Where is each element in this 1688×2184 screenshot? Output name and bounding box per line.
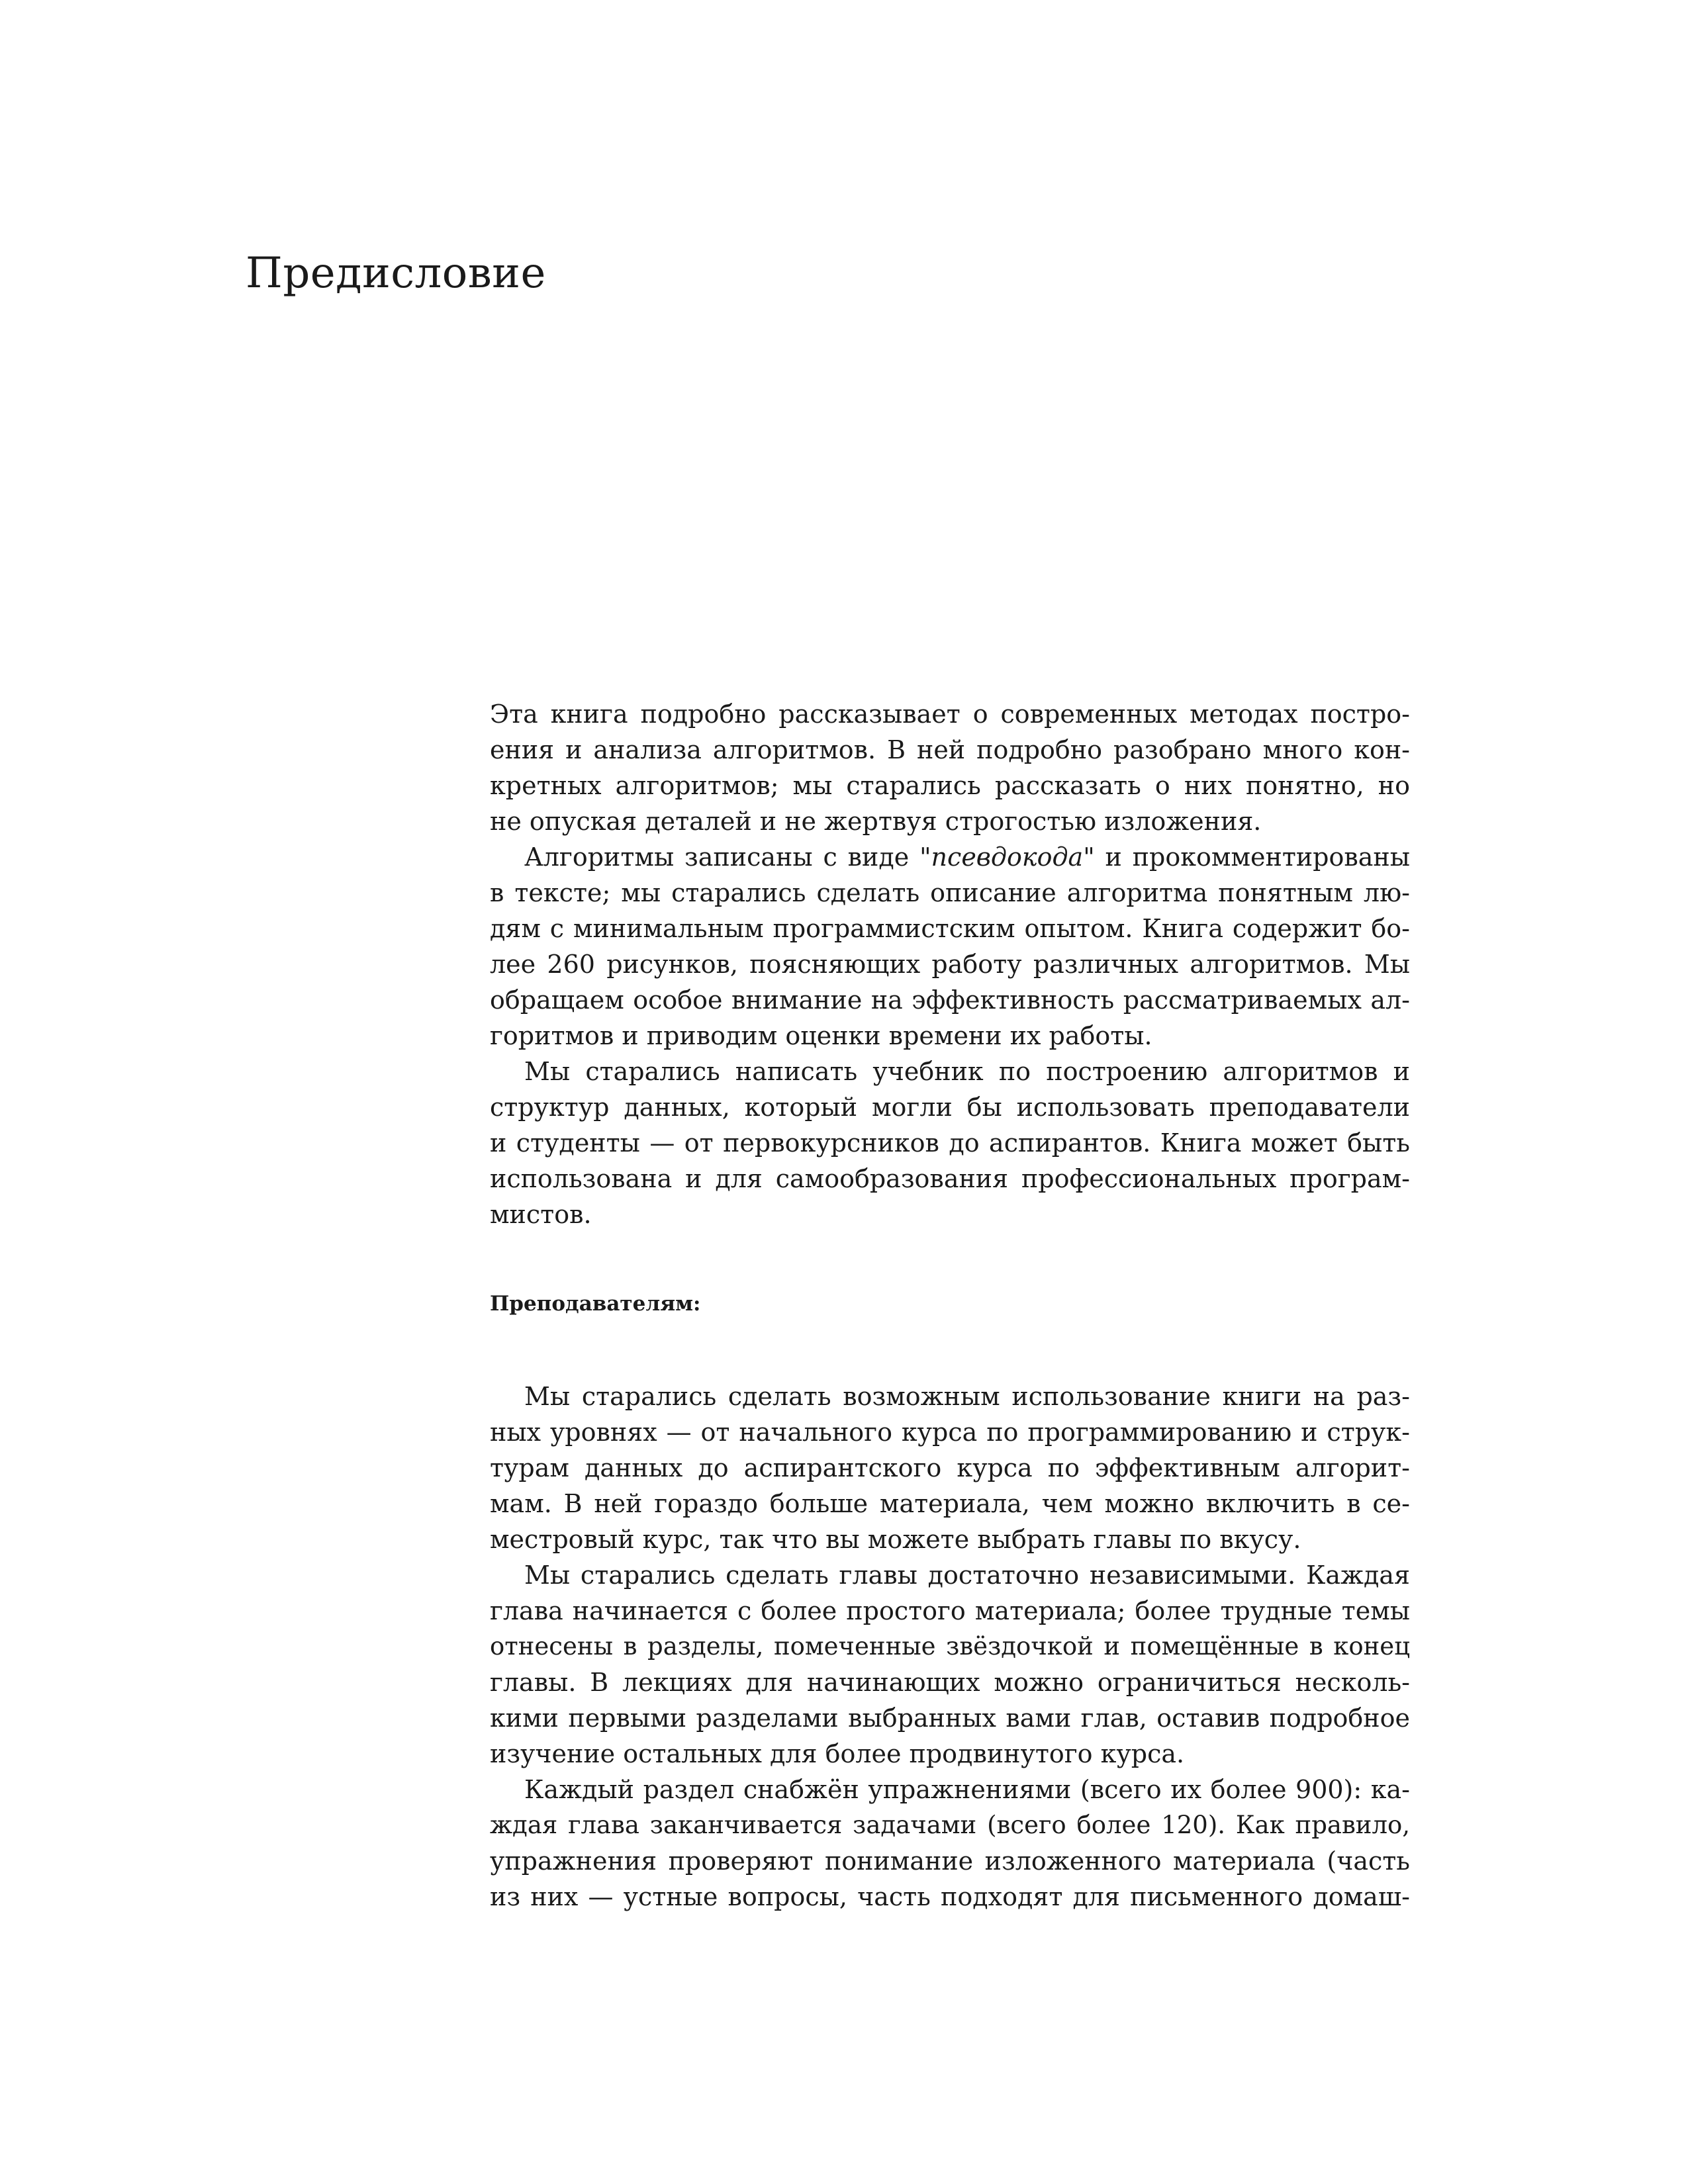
- text-line: отнесены в разделы, помеченные звёздочкой и помещённые в конец: [490, 1632, 1410, 1661]
- text-line: Каждый раздел снабжён упражнениями (всего их более 900): ка-: [524, 1775, 1410, 1804]
- text-line: мистов.: [490, 1200, 592, 1229]
- text-line: кретных алгоритмов; мы старались рассказать о них понятно, но: [490, 771, 1410, 800]
- pseudocode-term: "псевдокода": [919, 842, 1095, 872]
- intro-paragraph-3: [490, 1054, 1410, 1232]
- text-line: мам. В ней гораздо больше материала, чем можно включить в се-: [490, 1489, 1410, 1518]
- text-line: дям с минимальным программистским опытом. Книга содержит бо-: [490, 914, 1410, 943]
- intro-paragraph-2: [490, 839, 1410, 1054]
- intro-paragraph-1: [490, 696, 1410, 839]
- teachers-paragraph-2: [490, 1557, 1410, 1772]
- text-line: горитмов и приводим оценки времени их работы.: [490, 1021, 1152, 1050]
- text-line: Мы старались сделать главы достаточно независимыми. Каждая: [524, 1561, 1410, 1590]
- text-line: лее 260 рисунков, поясняющих работу различных алгоритмов. Мы: [490, 950, 1410, 979]
- body-text-column: [490, 696, 1410, 1915]
- text-line: главы. В лекциях для начинающих можно ограничиться несколь-: [490, 1668, 1410, 1697]
- chapter-title: Предисловие: [246, 249, 546, 298]
- text-line: ждая глава заканчивается задачами (всего более 120). Как правило,: [490, 1811, 1410, 1839]
- text-line: в тексте; мы старались сделать описание алгоритма понятным лю-: [490, 878, 1410, 907]
- text-span: Алгоритмы записаны с виде: [524, 842, 920, 872]
- text-span: и прокомментированы: [1094, 842, 1410, 872]
- text-line: турам данных до аспирантского курса по эффективным алгорит-: [490, 1453, 1410, 1482]
- text-line: кими первыми разделами выбранных вами глав, оставив подробное: [490, 1704, 1410, 1733]
- text-line: ных уровнях — от начального курса по программированию и струк-: [490, 1418, 1410, 1447]
- text-line: глава начинается с более простого материала; более трудные темы: [490, 1596, 1410, 1625]
- text-line: и студенты — от первокурсников до аспирантов. Книга может быть: [490, 1128, 1410, 1158]
- text-line: обращаем особое внимание на эффективность рассматриваемых ал-: [490, 985, 1410, 1015]
- text-line: использована и для самообразования профессиональных програм-: [490, 1164, 1410, 1193]
- text-line: из них — устные вопросы, часть подходят для письменного домаш-: [490, 1882, 1410, 1911]
- section-heading-teachers: Преподавателям:: [490, 1292, 701, 1316]
- text-line: ения и анализа алгоритмов. В ней подробно разобрано много кон-: [490, 735, 1410, 764]
- teachers-paragraph-1: [490, 1379, 1410, 1557]
- text-line: структур данных, который могли бы использовать преподаватели: [490, 1093, 1410, 1122]
- text-line: не опуская деталей и не жертвуя строгостью изложения.: [490, 807, 1262, 836]
- text-line: Мы старались написать учебник по построению алгоритмов и: [524, 1057, 1410, 1086]
- text-line: Мы старались сделать возможным использование книги на раз-: [524, 1382, 1410, 1411]
- text-line: изучение остальных для более продвинутого курса.: [490, 1739, 1185, 1768]
- text-line: упражнения проверяют понимание изложенного материала (часть: [490, 1846, 1410, 1876]
- teachers-paragraph-3: [490, 1772, 1410, 1915]
- text-line: местровый курс, так что вы можете выбрать главы по вкусу.: [490, 1525, 1301, 1554]
- text-line: Эта книга подробно рассказывает о современных методах постро-: [490, 700, 1410, 729]
- text-line: [490, 839, 1410, 875]
